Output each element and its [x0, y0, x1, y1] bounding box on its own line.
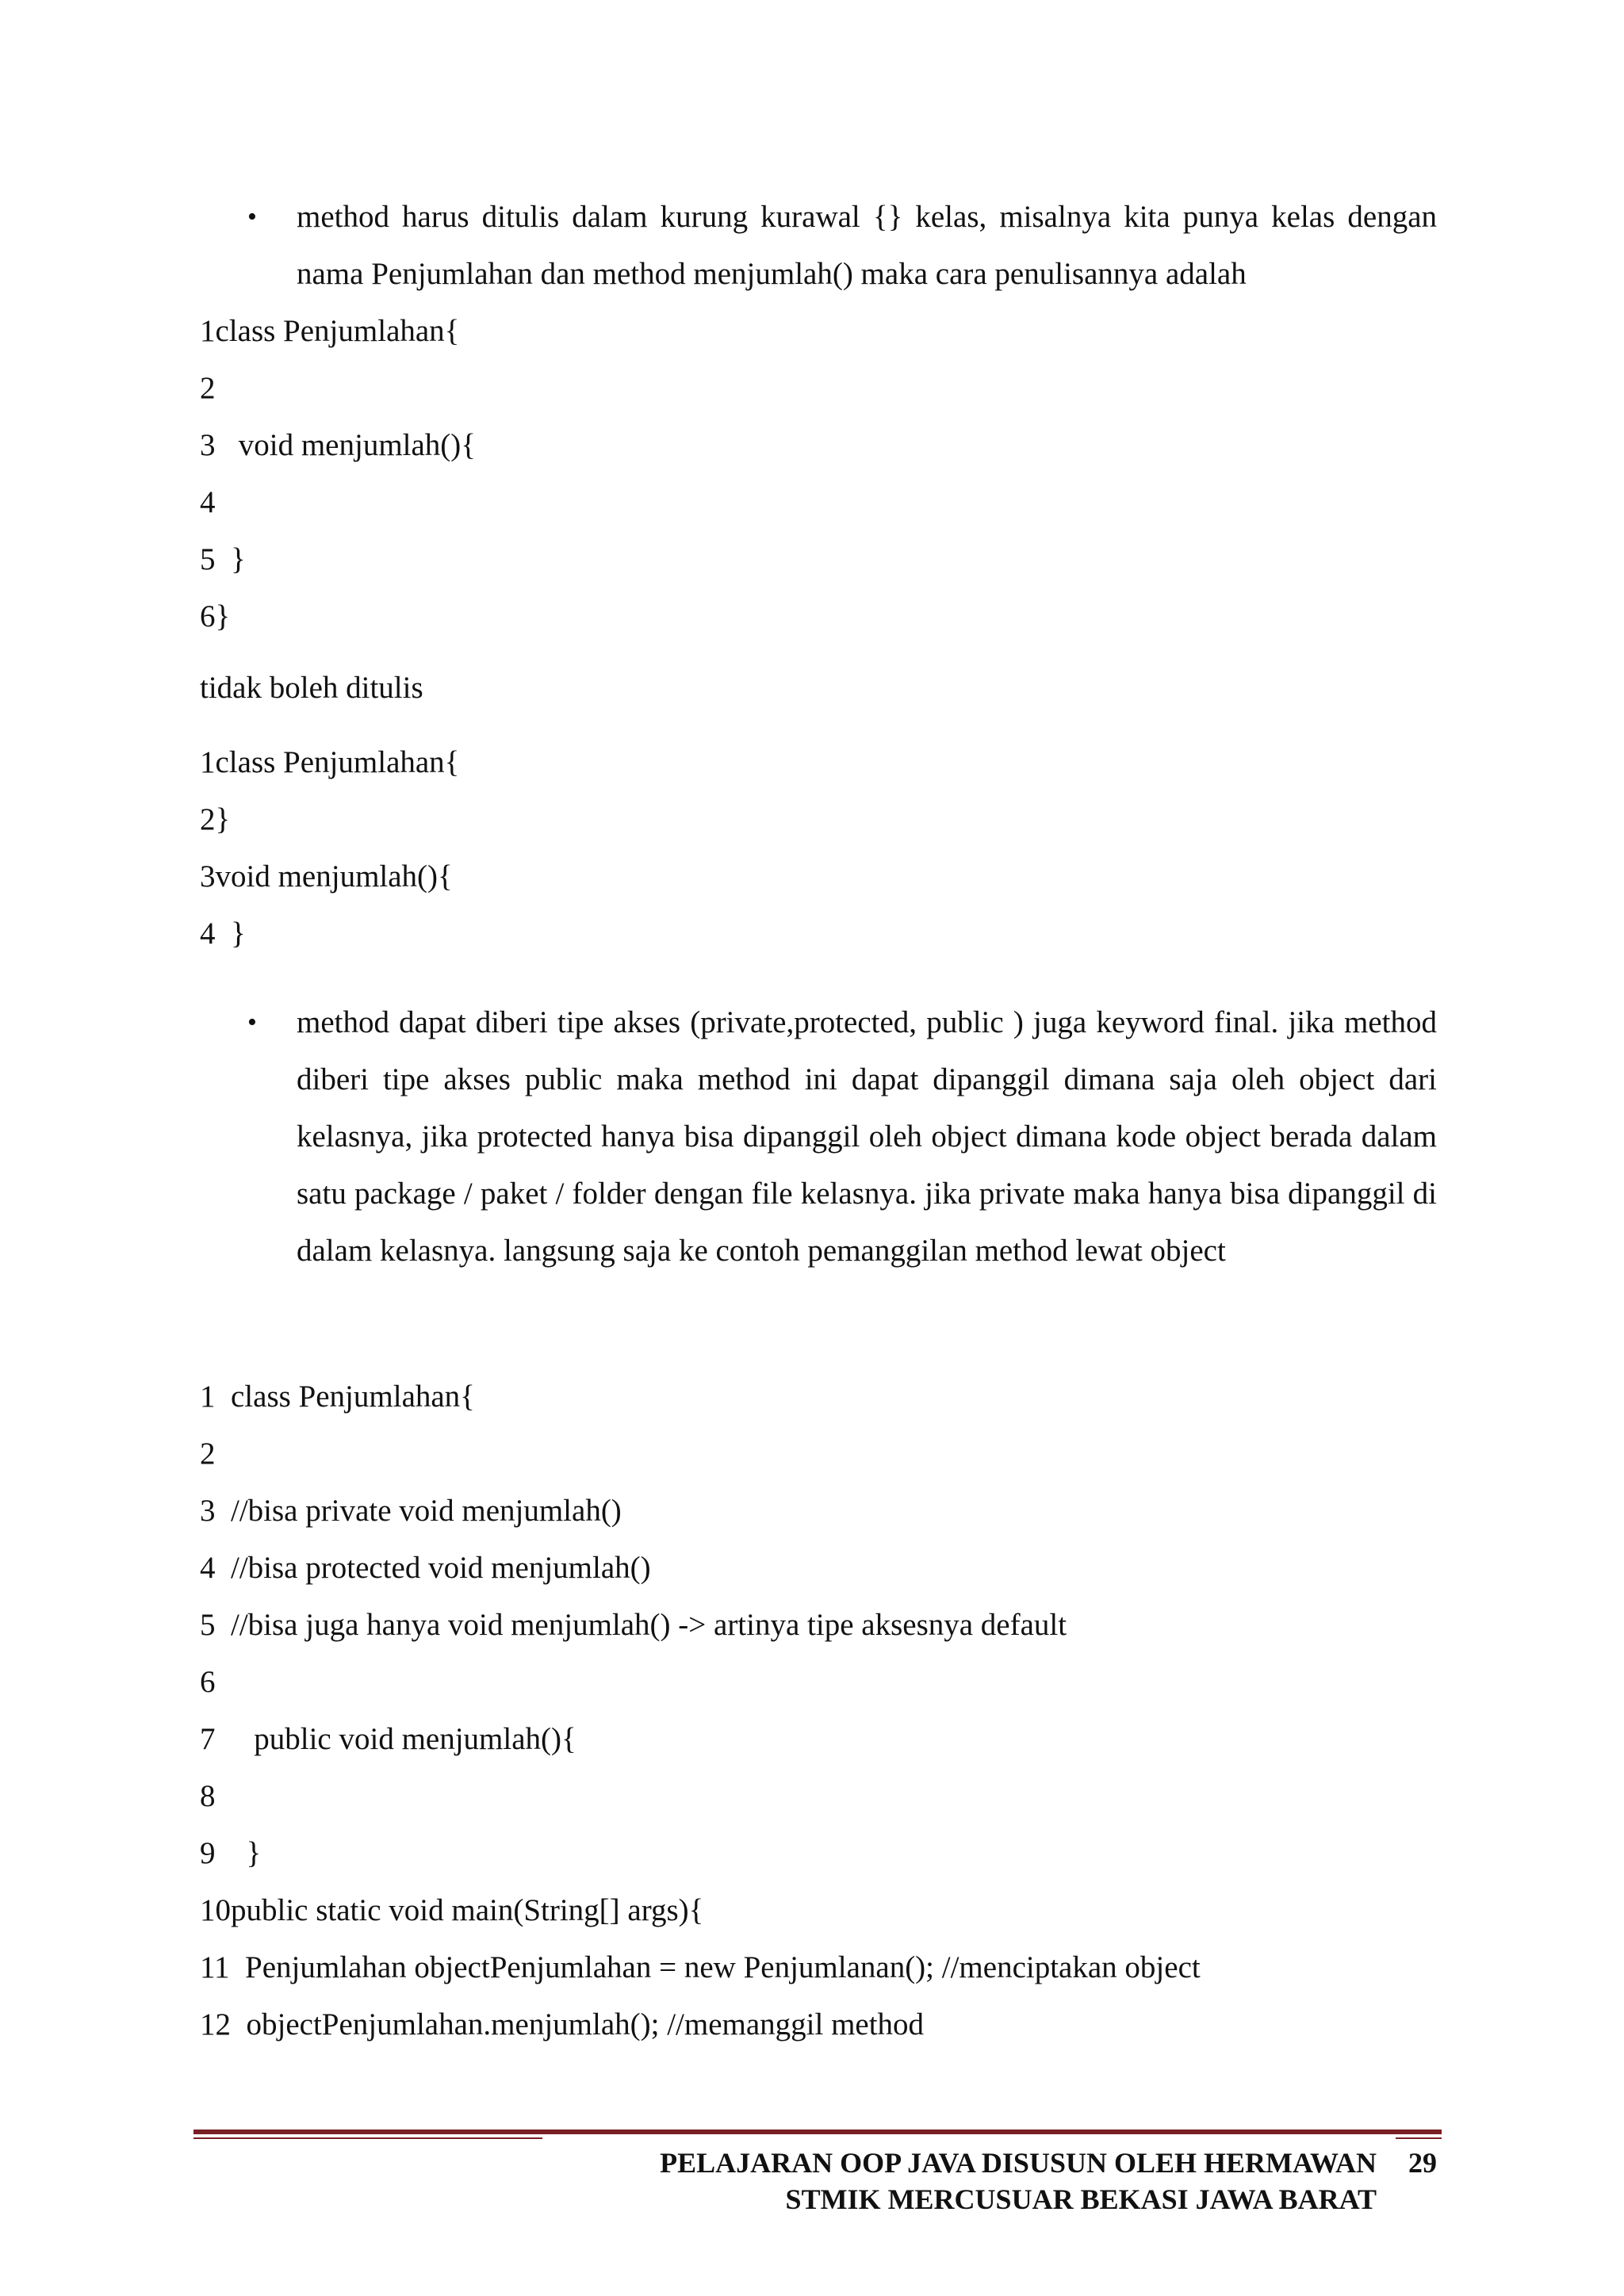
code3-line-8: 8 — [200, 1779, 216, 1813]
code3-line-12: 12 objectPenjumlahan.menjumlah(); //memanggil method — [200, 2007, 925, 2042]
code1-line-4: 4 — [200, 485, 216, 519]
code2-line-2: 2} — [200, 802, 231, 836]
code3-line-2: 2 — [200, 1437, 216, 1471]
bullet-text: method harus ditulis dalam kurung kurawal {} kelas, misalnya kita punya kelas dengan nama Penjumlahan dan method menjumlah() maka cara penulisannya adalah — [297, 200, 1437, 291]
code3-line-9: 9 } — [200, 1836, 262, 1870]
bullet-symbol: • — [247, 1008, 257, 1037]
code3-line-4: 4 //bisa protected void menjumlah() — [200, 1551, 651, 1585]
footer-institution: STMIK MERCUSUAR BEKASI JAWA BARAT — [785, 2183, 1377, 2215]
code1-line-1: 1class Penjumlahan{ — [200, 314, 460, 348]
bullet-text: method dapat diberi tipe akses (private,protected, public ) juga keyword final. jika method diberi tipe akses public maka method ini dapat dipanggil dimana saja oleh object dari kelasnya, jika protected hanya bisa dipanggil oleh object dimana kode object berada dalam satu package / paket / folder dengan file kelasnya. jika private maka hanya bisa dipanggil di dalam kelasnya. langsung saja ke contoh pemanggilan method lewat object — [297, 1005, 1437, 1268]
code2-line-4: 4 } — [200, 916, 246, 951]
code3-line-3: 3 //bisa private void menjumlah() — [200, 1494, 622, 1528]
not-allowed-label: tidak boleh ditulis — [200, 671, 423, 705]
footer-rule-thin-left — [193, 2137, 542, 2139]
page-number: 29 — [1408, 2147, 1437, 2179]
code3-line-10: 10public static void main(String[] args){ — [200, 1893, 704, 1927]
footer-rule-thin-right — [1396, 2137, 1442, 2139]
code1-line-6: 6} — [200, 599, 231, 633]
code1-line-3: 3 void menjumlah(){ — [200, 428, 476, 462]
code3-line-1: 1 class Penjumlahan{ — [200, 1380, 475, 1414]
code2-line-3: 3void menjumlah(){ — [200, 859, 453, 894]
code1-line-2: 2 — [200, 371, 216, 405]
code3-line-5: 5 //bisa juga hanya void menjumlah() -> artinya tipe aksesnya default — [200, 1608, 1067, 1642]
bullet-paragraph-2 — [200, 994, 1437, 1280]
bullet-symbol: • — [247, 202, 257, 232]
footer-title: PELAJARAN OOP JAVA DISUSUN OLEH HERMAWAN — [660, 2147, 1377, 2179]
code3-line-7: 7 public void menjumlah(){ — [200, 1722, 576, 1756]
footer-rule-thick — [193, 2130, 1442, 2134]
bullet-paragraph-1 — [200, 189, 1437, 303]
code3-line-11: 11 Penjumlahan objectPenjumlahan = new Penjumlanan(); //menciptakan object — [200, 1950, 1201, 1984]
code3-line-6: 6 — [200, 1665, 216, 1699]
code1-line-5: 5 } — [200, 542, 246, 576]
code2-line-1: 1class Penjumlahan{ — [200, 745, 460, 779]
